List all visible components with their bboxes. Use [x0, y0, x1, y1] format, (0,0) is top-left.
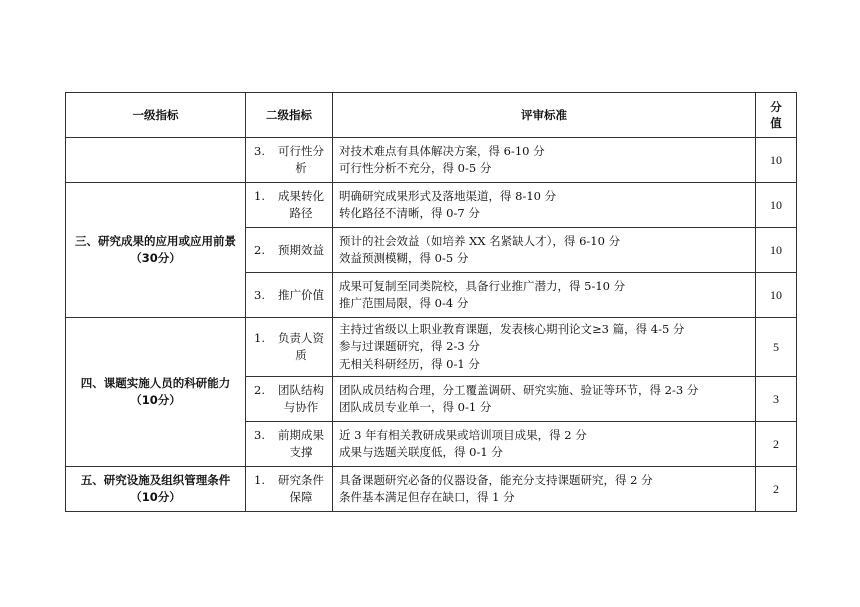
criteria-line: 条件基本满足但存在缺口，得 1 分: [339, 490, 515, 504]
sub-indicator-cell: [246, 183, 333, 228]
sub-indicator-number: 1.: [254, 189, 265, 204]
group-cell: 四、课题实施人员的科研能力（10分）: [66, 318, 246, 467]
sub-indicator-number: 3.: [254, 144, 265, 159]
group-cell: 五、研究设施及组织管理条件（10分）: [66, 467, 246, 512]
criteria-line: 成果可复制至同类院校，具备行业推广潜力，得 5-10 分: [339, 278, 626, 293]
score-cell: 2: [756, 467, 797, 512]
sub-indicator-number: 2.: [254, 242, 265, 257]
sub-indicator-cell: [246, 273, 333, 318]
score-cell: 2: [756, 422, 797, 467]
sub-indicator-number: 1.: [254, 331, 265, 346]
criteria-cell: [333, 273, 756, 318]
evaluation-table: [65, 92, 797, 512]
sub-indicator-cell: [246, 138, 333, 183]
header-criteria: 评审标准: [333, 93, 756, 138]
criteria-line: 推广范围局限，得 0-4 分: [339, 296, 469, 310]
header-level2: 二级指标: [246, 93, 333, 138]
criteria-line: 无相关科研经历，得 0-1 分: [339, 356, 480, 371]
criteria-cell: [333, 422, 756, 467]
sub-indicator-cell: [246, 422, 333, 467]
criteria-cell: [333, 318, 756, 377]
header-level1: 一级指标: [66, 93, 246, 138]
table-row: [66, 138, 797, 183]
sub-indicator-cell: [246, 467, 333, 512]
sub-indicator-name: 成果转化路径: [278, 189, 324, 220]
table-row: [66, 318, 797, 377]
sub-indicator-cell: [246, 377, 333, 422]
score-cell: 5: [756, 318, 797, 377]
group-cell: 三、研究成果的应用或应用前景（30分）: [66, 183, 246, 318]
criteria-line: 具备课题研究必备的仪器设备，能充分支持课题研究，得 2 分: [339, 472, 653, 487]
criteria-line: 预计的社会效益（如培养 XX 名紧缺人才），得 6-10 分: [339, 233, 621, 248]
table-row: [66, 183, 797, 228]
header-score: 分值: [756, 93, 797, 138]
score-cell: 10: [756, 228, 797, 273]
criteria-cell: [333, 467, 756, 512]
sub-indicator-number: 1.: [254, 473, 265, 488]
sub-indicator-name: 预期效益: [278, 242, 324, 257]
criteria-line: 近 3 年有相关教研成果或培训项目成果，得 2 分: [339, 427, 587, 442]
score-cell: 3: [756, 377, 797, 422]
table-header-row: [66, 93, 797, 138]
criteria-line: 明确研究成果形式及落地渠道，得 8-10 分: [339, 188, 557, 203]
sub-indicator-number: 3.: [254, 287, 265, 302]
sub-indicator-name: 负责人资质: [278, 331, 324, 362]
criteria-line: 对技术难点有具体解决方案，得 6-10 分: [339, 143, 545, 158]
sub-indicator-cell: [246, 228, 333, 273]
sub-indicator-name: 团队结构与协作: [278, 383, 324, 414]
criteria-line: 可行性分析不充分，得 0-5 分: [339, 161, 492, 175]
criteria-line: 转化路径不清晰，得 0-7 分: [339, 206, 480, 220]
score-cell: 10: [756, 273, 797, 318]
criteria-line: 团队成员专业单一，得 0-1 分: [339, 400, 492, 414]
sub-indicator-number: 3.: [254, 428, 265, 443]
criteria-line: 主持过省级以上职业教育课题，发表核心期刊论文≥3 篇，得 4-5 分: [339, 322, 685, 337]
sub-indicator-name: 研究条件保障: [278, 473, 324, 504]
criteria-cell: [333, 228, 756, 273]
sub-indicator-cell: [246, 318, 333, 377]
sub-indicator-name: 推广价值: [278, 287, 324, 302]
score-cell: 10: [756, 183, 797, 228]
criteria-line: 团队成员结构合理，分工覆盖调研、研究实施、验证等环节，得 2-3 分: [339, 382, 699, 397]
sub-indicator-number: 2.: [254, 383, 265, 398]
sub-indicator-name: 可行性分析: [278, 144, 324, 175]
criteria-cell: [333, 377, 756, 422]
criteria-cell: [333, 138, 756, 183]
criteria-line: 参与过课题研究，得 2-3 分: [339, 339, 480, 354]
group-cell-empty: [66, 138, 246, 183]
table-row: [66, 467, 797, 512]
score-cell: 10: [756, 138, 797, 183]
criteria-line: 效益预测模糊，得 0-5 分: [339, 251, 469, 265]
sub-indicator-name: 前期成果支撑: [278, 428, 324, 459]
criteria-cell: [333, 183, 756, 228]
criteria-line: 成果与选题关联度低，得 0-1 分: [339, 445, 503, 459]
